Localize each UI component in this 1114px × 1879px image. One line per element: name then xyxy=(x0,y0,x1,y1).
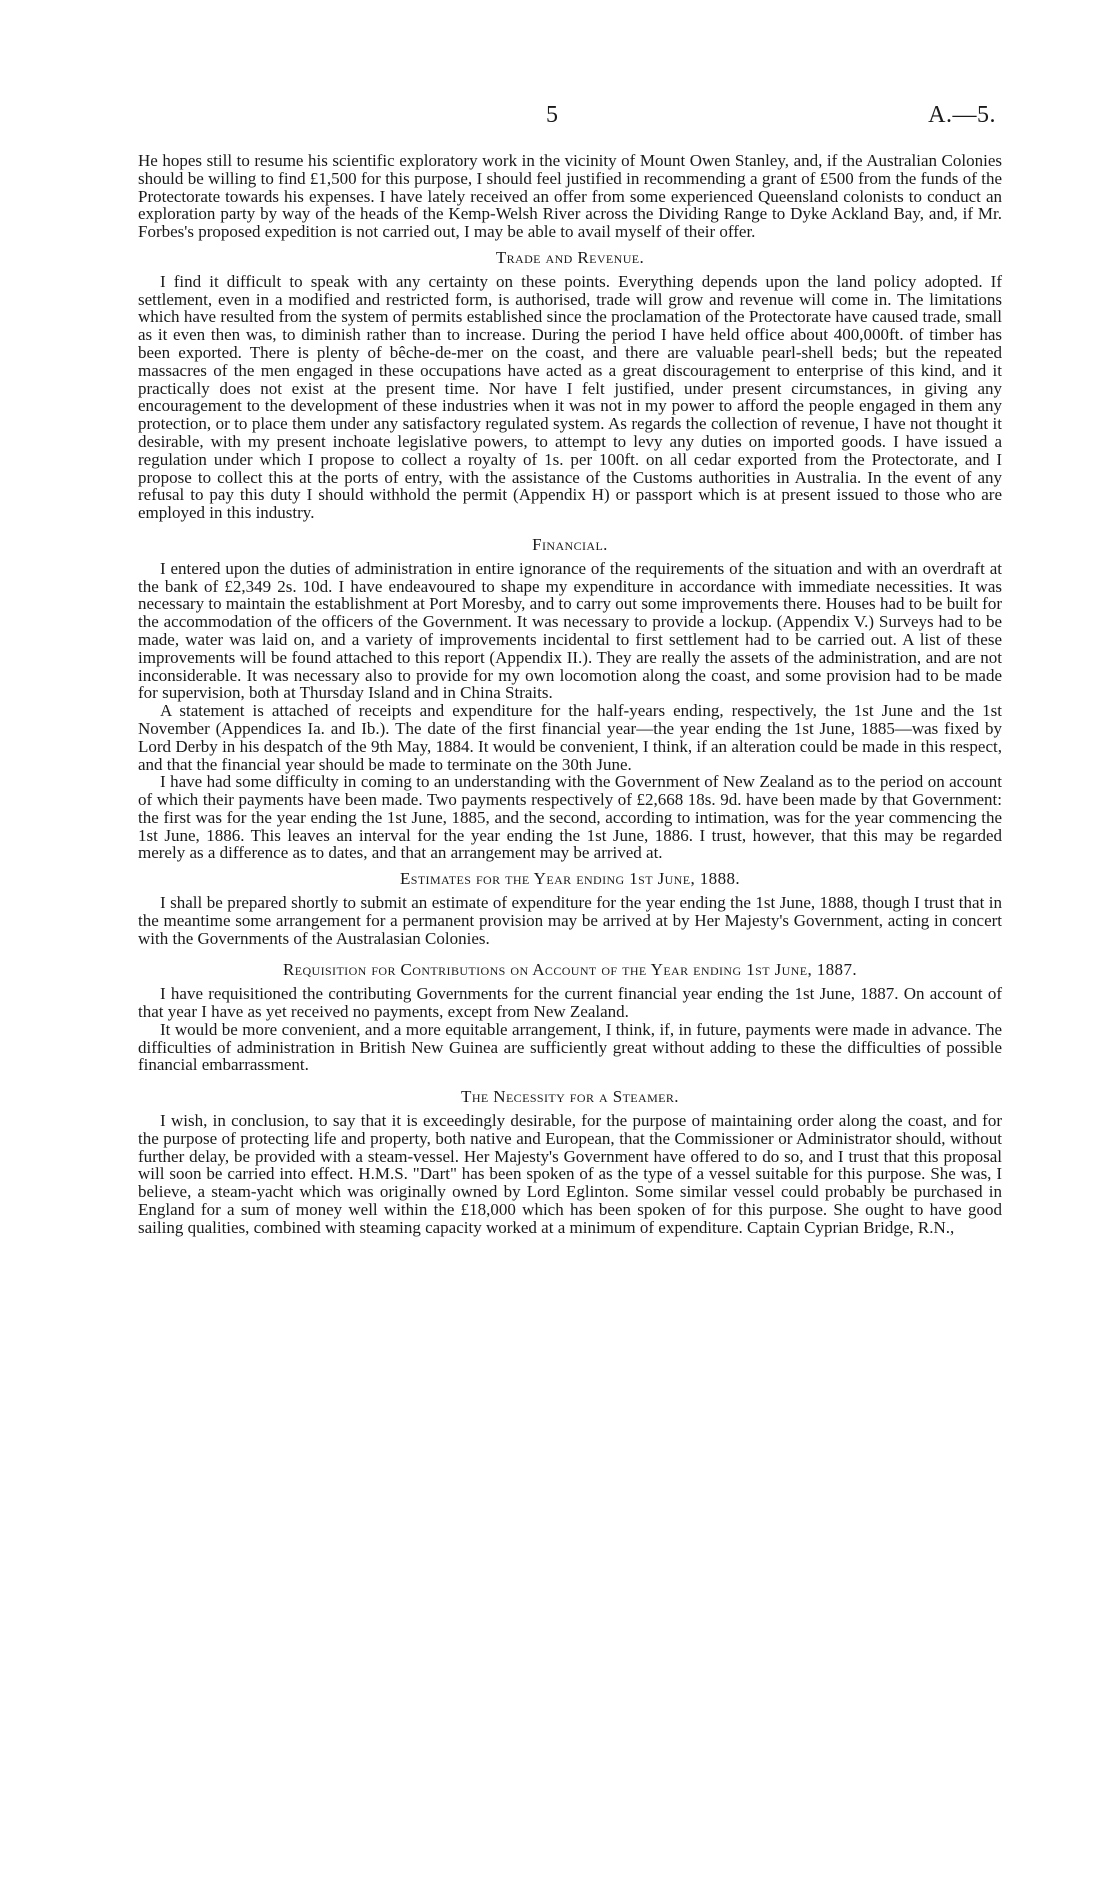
page-number: 5 xyxy=(546,102,558,128)
trade-paragraph-1: I find it difficult to speak with any certainty on these points. Everything depends upon the land policy adopted. If settlement, even in a modified and restricted form, is authorised, trade will grow and revenue will come in. The limitations which have resulted from the system of permits established since the proclamation of the Protectorate have caused trade, small as it even then was, to diminish rather than to increase. During the period I have held office about 400,000ft. of timber has been exported. There is plenty of bêche-de-mer on the coast, and there are valuable pearl-shell beds; but the repeated massacres of the men engaged in these occupations have acted as a great discouragement to enterprise of this kind, and it practically does not exist at the present time. Nor have I felt justified, under present circumstances, in giving any encouragement to the development of these industries when it was not in my power to afford the people engaged in them any protection, or to place them under any satisfactory regulated system. As regards the collection of revenue, I have not thought it desirable, with my present inchoate legislative powers, to attempt to levy any duties on imported goods. I have issued a regulation under which I propose to collect a royalty of 1s. per 100ft. on all cedar exported from the Protectorate, and I propose to collect this at the ports of entry, with the assistance of the Customs authorities in Australia. In the event of any refusal to pay this duty I should withhold the permit (Appendix H) or passport which is at present issued to those who are employed in this industry. xyxy=(138,271,1002,523)
financial-paragraph-1: I entered upon the duties of administration in entire ignorance of the requirements of the situation and with an overdraft at the bank of £2,349 2s. 10d. I have endeavoured to shape my expenditure in accordance with immediate necessities. It was necessary to maintain the establishment at Port Moresby, and to carry out some improvements there. Houses had to be built for the accommodation of the officers of the Government. It was necessary to provide a lockup. (Appendix V.) Surveys had to be made, water was laid on, and a variety of improvements incidental to first settlement had to be carried out. A list of these improvements will be found attached to this report (Appendix II.). They are really the assets of the administration, and are not inconsiderable. It was necessary also to provide for my own locomotion along the coast, and some provision had to be made for supervision, both at Thursday Island and in China Straits. xyxy=(138,558,1002,703)
financial-paragraph-3: I have had some difficulty in coming to an understanding with the Government of New Zealand as to the period on account of which their payments have been made. Two payments respectively of £2,668 18s. 9d. have been made by that Government: the first was for the year ending the 1st June, 1885, and the second, according to intimation, was for the year commencing the 1st June, 1886. This leaves an interval for the year ending the 1st June, 1886. I trust, however, that this may be regarded merely as a difference as to dates, and that an arrangement may be arrived at. xyxy=(138,772,1002,863)
steamer-paragraph-1: I wish, in conclusion, to say that it is exceedingly desirable, for the purpose of maintaining order along the coast, and for the purpose of protecting life and property, both native and European, that the Commissioner or Administrator should, without further delay, be provided with a steam-vessel. Her Majesty's Government have offered to do so, and I trust that this proposal will soon be carried into effect. H.M.S. "Dart" has been spoken of as the type of a vessel suitable for this purpose. She was, I believe, a steam-yacht which was originally owned by Lord Eglinton. Some similar vessel could probably be purchased in England for a sum of money well within the £18,000 which has been spoken of for this purpose. She ought to have good sailing qualities, combined with steaming capacity worked at a minimum of expenditure. Captain Cyprian Bridge, R.N., xyxy=(138,1111,1002,1237)
requisition-paragraph-1: I have requisitioned the contributing Governments for the current financial year ending the 1st June, 1887. On account of that year I have as yet received no payments, except from New Zealand. xyxy=(138,984,1002,1022)
section-heading-requisition: Requisition for Contributions on Account of the Year ending 1st June, 1887. xyxy=(282,960,857,980)
section-heading-steamer: The Necessity for a Steamer. xyxy=(461,1087,679,1107)
section-heading-estimates: Estimates for the Year ending 1st June, 1888. xyxy=(399,869,741,889)
financial-paragraph-2: A statement is attached of receipts and expenditure for the half-years ending, respectively, the 1st June and the 1st November (Appendices Ia. and Ib.). The date of the first financial year—the year ending the 1st June, 1885—was fixed by Lord Derby in his despatch of the 9th May, 1884. It would be convenient, I think, if an alteration could be made in this respect, and that the financial year should be made to terminate on the 30th June. xyxy=(138,701,1002,774)
section-heading-trade-and-revenue: Trade and Revenue. xyxy=(495,247,645,267)
document-body xyxy=(138,152,1002,1237)
requisition-paragraph-2: It would be more convenient, and a more equitable arrangement, I think, if, in future, payments were made in advance. The difficulties of administration in British New Guinea are sufficiently great without adding to these the difficulties of possible financial embarrassment. xyxy=(138,1019,1002,1075)
estimates-paragraph-1: I shall be prepared shortly to submit an estimate of expenditure for the year ending the 1st June, 1888, though I trust that in the meantime some arrangement for a permanent provision may be arrived at by Her Majesty's Government, acting in concert with the Governments of the Australasian Colonies. xyxy=(138,893,1002,948)
document-code: A.—5. xyxy=(928,102,996,128)
intro-paragraph: He hopes still to resume his scientific exploratory work in the vicinity of Mount Owen Stanley, and, if the Australian Colonies should be willing to find £1,500 for this purpose, I should feel justified in recommending a grant of £500 from the funds of the Protectorate towards his expenses. I have lately received an offer from some experienced Queensland colonists to conduct an exploration party by way of the heads of the Kemp-Welsh River across the Dividing Range to Dyke Ackland Bay, and, if Mr. Forbes's proposed expedition is not carried out, I may be able to avail myself of their offer. xyxy=(138,151,1002,242)
section-heading-financial: Financial. xyxy=(532,534,608,554)
